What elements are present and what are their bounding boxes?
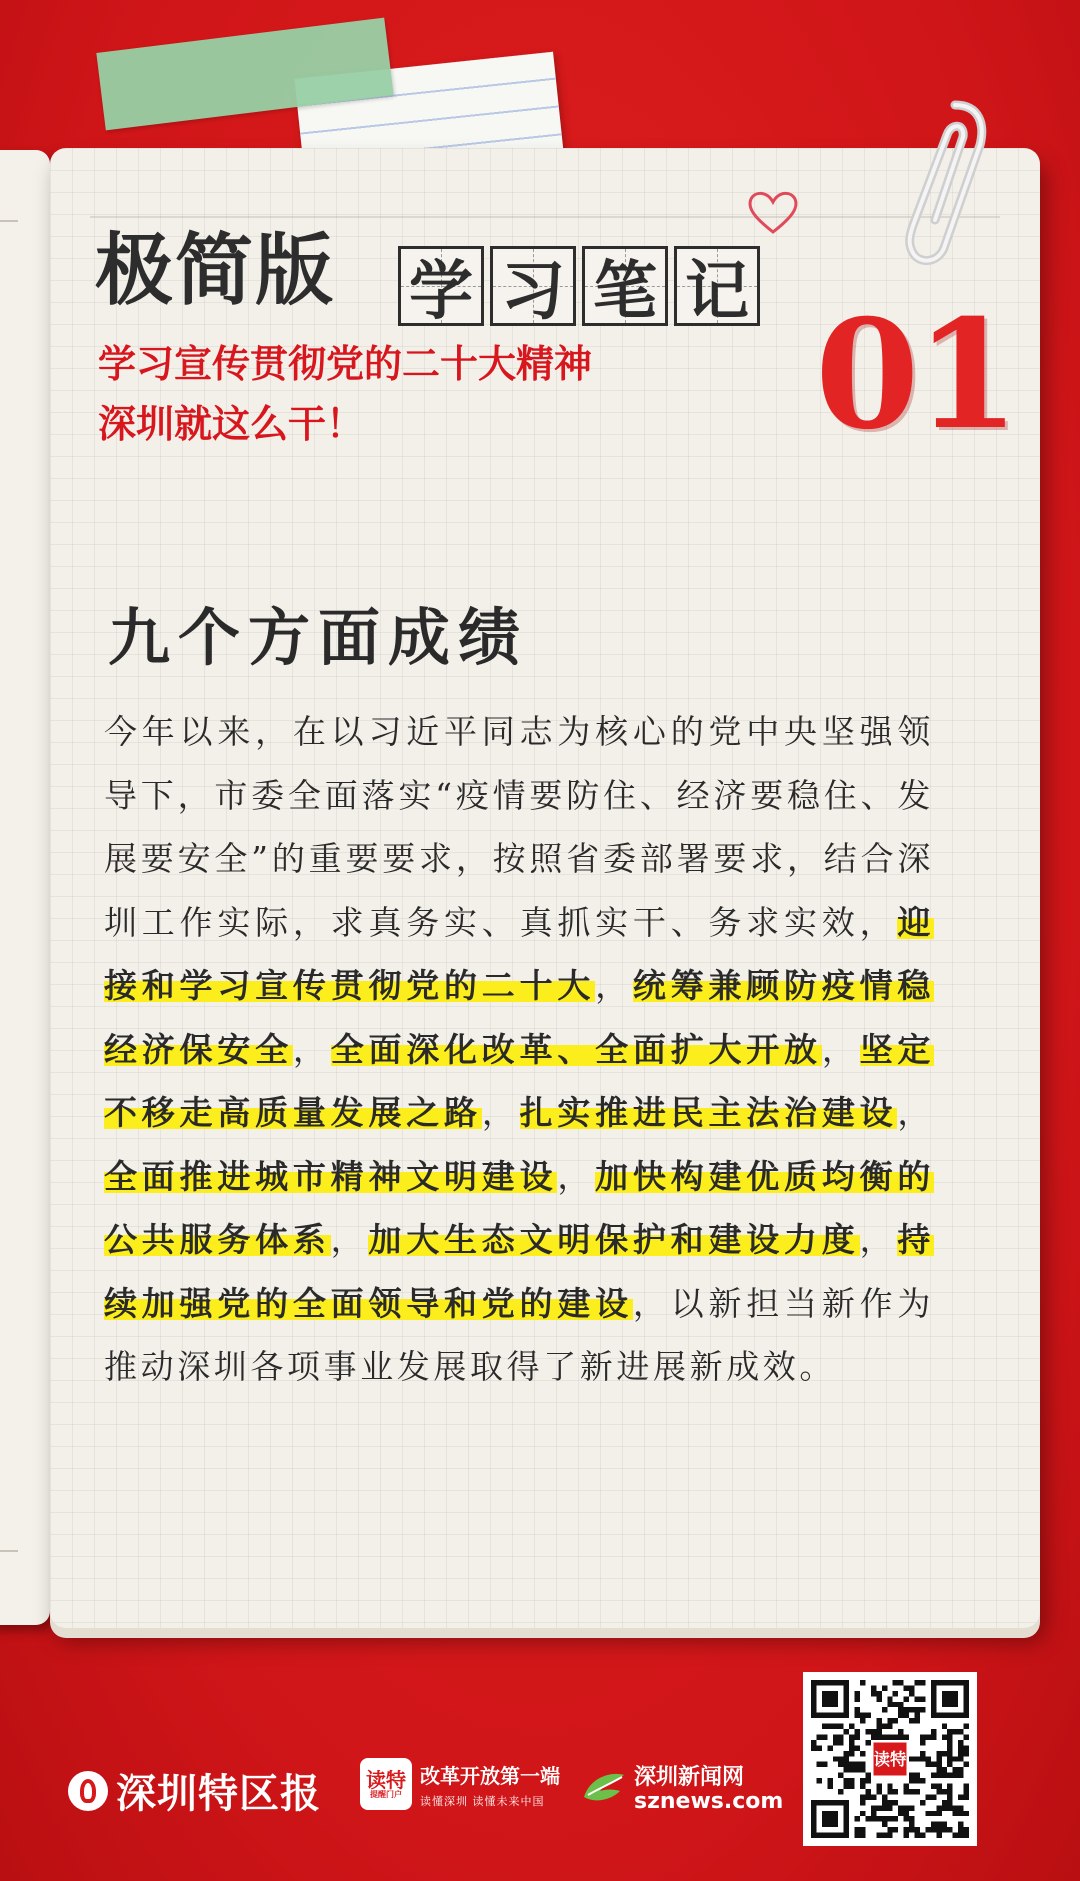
- body-text-run: ，: [481, 1093, 520, 1132]
- sznews-logo[interactable]: [582, 1760, 783, 1814]
- highlighted-phrase: 全面推进城市精神文明建设: [104, 1156, 558, 1196]
- highlighted-phrase: 扎实推进民主法治建设: [519, 1093, 898, 1132]
- qr-center-label: 读特: [873, 1749, 907, 1769]
- body-text-run: 今年以来，在以习近平同志为核心的党中央坚强领导下，市委全面落实“疫情要防住、经济要稳住、发展要安全”的重要要求，按照省委部署要求，结合深圳工作实际，求真务实、真抓实干、务求实效，: [104, 712, 934, 942]
- highlighted-phrase: 统筹兼顾防疫情稳经济保安全: [104, 966, 934, 1069]
- qr-code-icon: [811, 1680, 969, 1838]
- title-box-char: 学: [398, 246, 484, 326]
- body-text-run: ，: [292, 1029, 331, 1069]
- section-heading: 九个方面成绩: [108, 601, 529, 674]
- body-text-run: ，: [557, 1156, 596, 1196]
- dute-tagline: 读懂深圳 读懂未来中国: [420, 1794, 545, 1808]
- heart-icon: [745, 188, 801, 238]
- issue-number: 01: [815, 287, 1016, 463]
- shenzhen-tequbao-logo[interactable]: [68, 1762, 321, 1819]
- subtitle-line-1: 学习宣传贯彻党的二十大精神: [98, 342, 593, 386]
- title-box-char: 习: [490, 246, 576, 326]
- title-main: 极简版: [95, 226, 336, 316]
- body-text-run: ，: [897, 1093, 935, 1132]
- highlighted-phrase: 持续加强党的全面领导和党的建设: [104, 1220, 934, 1323]
- highlighted-phrase: 全面深化改革、全面扩大开放: [330, 1029, 822, 1069]
- dute-slogan: 改革开放第一端: [420, 1763, 560, 1788]
- sznews-text: [634, 1760, 783, 1814]
- tequbao-logo-text: 深圳特区报: [116, 1770, 321, 1817]
- dute-text: [420, 1760, 560, 1809]
- paperclip-icon: [885, 95, 1005, 275]
- dute-logo[interactable]: [360, 1758, 560, 1810]
- body-text-run: ，: [330, 1220, 369, 1259]
- highlighted-phrase: 迎接和学习宣传贯彻党的二十大: [104, 902, 934, 1005]
- title-boxes: [398, 246, 760, 329]
- body-text-run: ，: [859, 1220, 898, 1259]
- highlighted-phrase: 坚定不移走高质量发展之路: [104, 1029, 934, 1132]
- title-box-char: 记: [674, 246, 760, 326]
- sznews-name: 深圳新闻网: [634, 1765, 745, 1790]
- dute-badge-text: 读特: [366, 1767, 406, 1792]
- sznews-domain: sznews.com: [634, 1789, 784, 1814]
- body-paragraph: [104, 700, 934, 1399]
- tequbao-emblem-icon: [68, 1771, 108, 1811]
- back-notebook-page: [0, 150, 50, 1625]
- body-text-run: ，: [595, 966, 633, 1005]
- highlighted-phrase: 加快构建优质均衡的公共服务体系: [104, 1156, 934, 1259]
- sznews-leaf-icon: [582, 1767, 626, 1807]
- highlighted-phrase: 加大生态文明保护和建设力度: [368, 1220, 860, 1259]
- dute-badge-small: 提醒门户: [370, 1789, 402, 1799]
- body-text-run: ，以新担当新作为推动深圳各项事业发展取得了新进展新成效。: [104, 1283, 934, 1386]
- footer: [0, 1640, 1080, 1881]
- body-text-run: ，: [821, 1029, 860, 1069]
- title-box-char: 笔: [582, 246, 668, 326]
- subtitle-line-2: 深圳就这么干！: [98, 402, 365, 446]
- qr-code[interactable]: [803, 1672, 977, 1846]
- dute-badge-icon: [360, 1758, 412, 1810]
- page-rule-line: [90, 216, 1000, 218]
